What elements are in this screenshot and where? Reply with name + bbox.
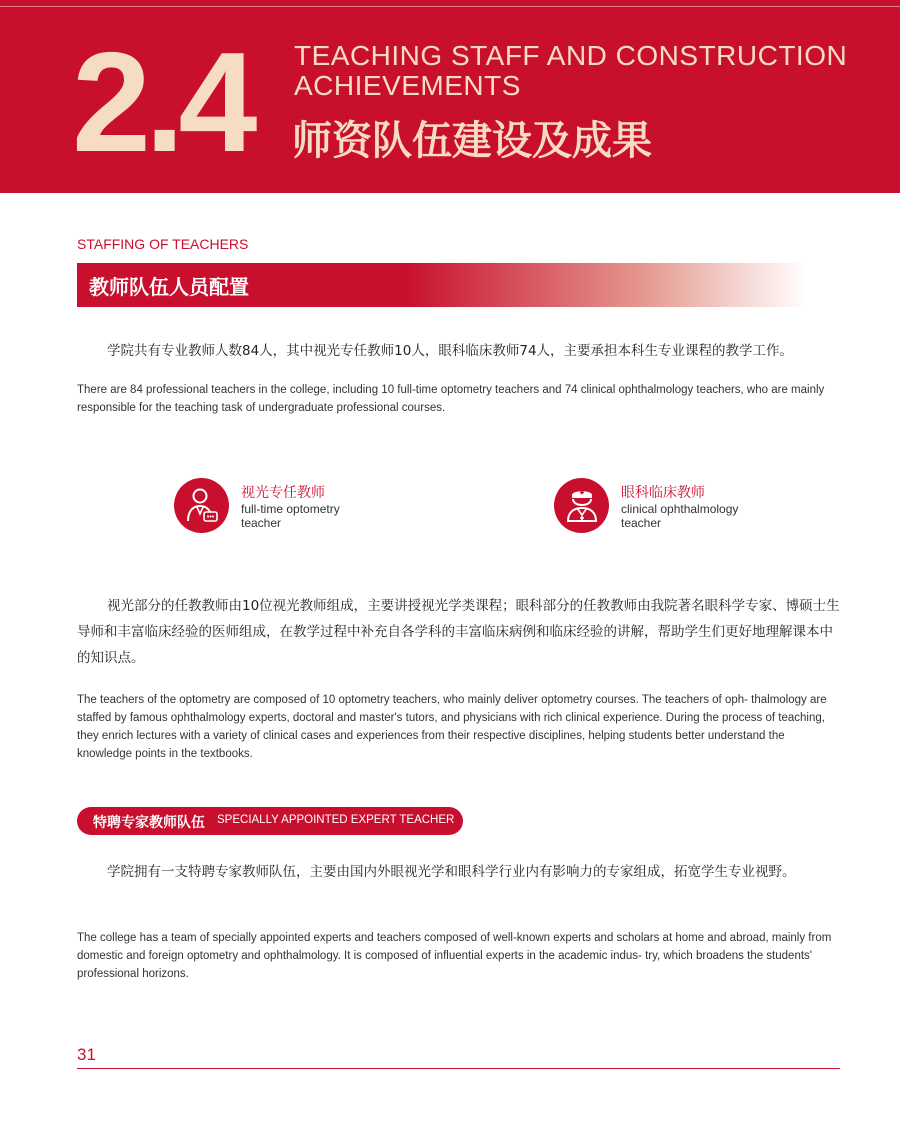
teacher-type-optometry: [174, 478, 404, 534]
subsection-banner: [77, 263, 807, 307]
section-title-en-line1: TEACHING STAFF AND CONSTRUCTION: [294, 40, 848, 71]
teacher-type-label-en: clinical ophthalmology teacher: [621, 502, 739, 530]
experts-paragraph-zh: 学院拥有一支特聘专家教师队伍，主要由国内外眼视光学和眼科学行业内有影响力的专家组成，拓宽学生专业视野。: [107, 864, 796, 880]
teacher-type-label-zh: 眼科临床教师: [621, 485, 705, 501]
teacher-type-ophthalmology: [554, 478, 784, 534]
expert-section-pill: [77, 807, 463, 835]
experts-paragraph-en: The college has a team of specially appointed experts and teachers composed of well-known experts and scholars at home and abroad, mainly from domestic and foreign optometry and ophthalmology. It is composed of influential experts in the academic indus- try, which broadens the students' professional horizons.: [77, 932, 832, 980]
staffing-paragraph-zh: 学院共有专业教师人数84人，其中视光专任教师10人，眼科临床教师74人，主要承担本科生专业课程的教学工作。: [107, 343, 794, 359]
nurse-icon: [554, 478, 609, 533]
expert-pill-title-en: SPECIALLY APPOINTED EXPERT TEACHER: [217, 814, 455, 826]
teacher-type-label-en: full-time optometry teacher: [241, 502, 340, 530]
expert-pill-title-zh: 特聘专家教师队伍: [93, 815, 205, 831]
section-title-zh: 师资队伍建设及成果: [292, 118, 652, 164]
staffing-paragraph-en: There are 84 professional teachers in the college, including 10 full-time optometry teachers and 74 clinical ophthalmology teachers, who are mainly responsible for the teaching task of undergraduate professional courses.: [77, 384, 825, 414]
subsection-banner-title: 教师队伍人员配置: [89, 275, 249, 299]
composition-paragraph-en: The teachers of the optometry are composed of 10 optometry teachers, who mainly deliver optometry courses. The teachers of oph- thalmology are staffed by famous ophthalmology experts, doctoral and master's tutors, and physicians with rich clinical experience. During the process of teaching, they enrich lectures with a variety of clinical cases and experiences from their respective disciplines, helping students better understand the knowledge points in the textbooks.: [77, 694, 827, 760]
section-title-en-line2: ACHIEVEMENTS: [294, 70, 521, 101]
page-number: 31: [77, 1045, 96, 1064]
section-number: 2.4: [72, 23, 252, 182]
teacher-icon: [174, 478, 229, 533]
composition-paragraph-zh: 视光部分的任教教师由10位视光教师组成，主要讲授视光学类课程；眼科部分的任教教师由我院著名眼科学专家、博硕士生导师和丰富临床经验的医师组成，在教学过程中补充自各学科的丰富临床病例和临床经验的讲解，帮助学生们更好地理解课本中的知识点。: [77, 598, 840, 666]
teacher-type-label-zh: 视光专任教师: [241, 485, 325, 501]
subsection-label-en: STAFFING OF TEACHERS: [77, 236, 249, 252]
header-top-line: [0, 6, 900, 7]
section-title-en: [294, 41, 854, 101]
header-band: [0, 0, 900, 193]
footer-rule: [77, 1068, 840, 1069]
